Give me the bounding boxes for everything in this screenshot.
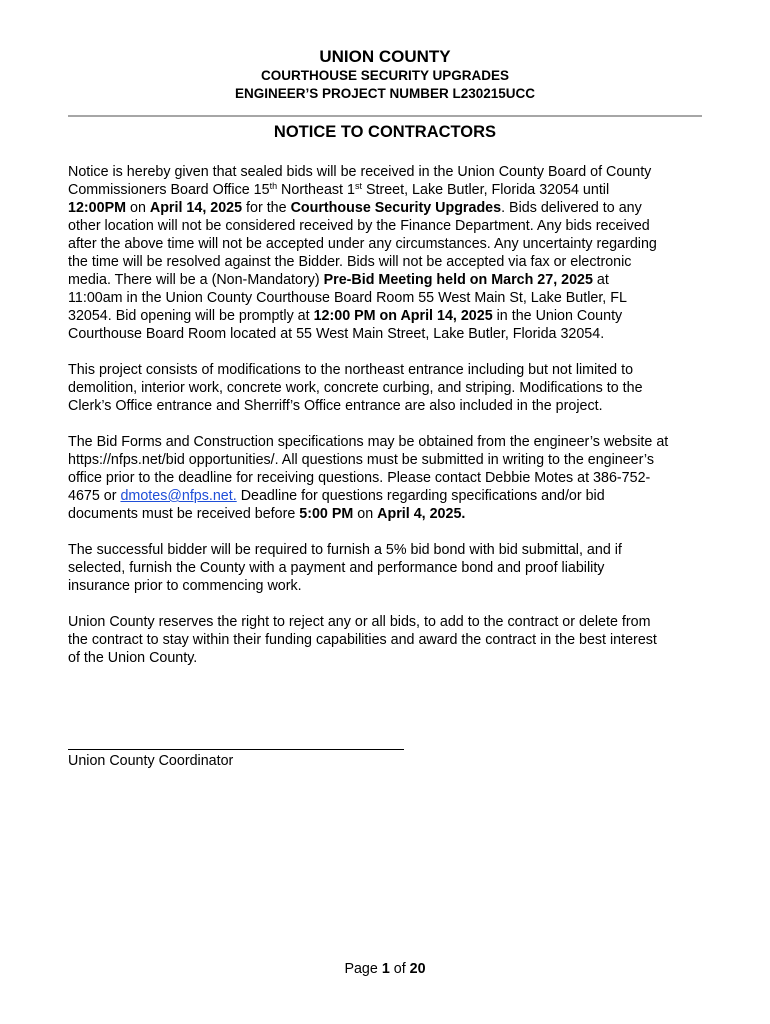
page-footer xyxy=(0,960,770,978)
text-span: of the Union County. xyxy=(68,650,198,666)
text-line xyxy=(68,451,708,469)
text-line xyxy=(68,433,708,451)
paragraph-bid-notice xyxy=(68,163,708,343)
paragraph-project-scope xyxy=(68,361,708,415)
text-line xyxy=(68,613,708,631)
document-header xyxy=(68,47,702,103)
text-span: . Bids delivered to any xyxy=(501,200,642,216)
text-span: https://nfps.net/bid opportunities/. All questions must be submitted in writing to the engineer’s xyxy=(68,452,654,468)
text-line xyxy=(68,541,708,559)
text-span: selected, furnish the County with a payment and performance bond and proof liability xyxy=(68,560,605,576)
of-word: of xyxy=(389,961,410,977)
text-line xyxy=(68,397,708,415)
signature-label: Union County Coordinator xyxy=(68,753,234,769)
text-line xyxy=(68,649,708,667)
text-line xyxy=(68,505,708,523)
question-deadline-date: April 4, 2025. xyxy=(377,506,466,522)
text-line xyxy=(68,559,708,577)
text-span: at xyxy=(592,272,609,288)
text-line xyxy=(68,469,708,487)
text-line xyxy=(68,235,708,253)
bid-deadline-time: 12:00PM xyxy=(68,200,127,216)
page-number: 1 xyxy=(381,961,390,977)
text-span: after the above time will not be accepted under any circumstances. Any uncertainty regarding xyxy=(68,236,657,252)
header-divider xyxy=(68,115,702,117)
text-line xyxy=(68,181,708,199)
text-line xyxy=(68,289,708,307)
text-span: insurance prior to commencing work. xyxy=(68,578,302,594)
page-word: Page xyxy=(344,961,382,977)
paragraph-bid-forms xyxy=(68,433,708,523)
ordinal-suffix: st xyxy=(354,181,362,191)
page-total: 20 xyxy=(409,961,426,977)
project-heading: COURTHOUSE SECURITY UPGRADES xyxy=(260,68,510,83)
text-line xyxy=(68,217,708,235)
text-line xyxy=(68,253,708,271)
question-deadline-time: 5:00 PM xyxy=(299,506,354,522)
text-span: The successful bidder will be required to furnish a 5% bid bond with bid submittal, and if xyxy=(68,542,622,558)
text-line xyxy=(68,577,708,595)
text-span: media. There will be a (Non-Mandatory) xyxy=(68,272,324,288)
text-span: 4675 or xyxy=(68,488,121,504)
paragraph-reservation xyxy=(68,613,708,667)
text-span: Clerk’s Office entrance and Sherriff’s Office entrance are also included in the project. xyxy=(68,398,603,414)
ordinal-suffix: th xyxy=(269,181,278,191)
text-span: Street, Lake Butler, Florida 32054 until xyxy=(361,182,610,198)
signature-line xyxy=(68,749,404,750)
text-line xyxy=(68,325,708,343)
text-line xyxy=(68,487,708,505)
text-line xyxy=(68,631,708,649)
bid-opening-time: 12:00 PM on April 14, 2025 xyxy=(313,308,493,324)
text-span: on xyxy=(126,200,150,216)
text-span: Commissioners Board Office 15 xyxy=(68,182,270,198)
text-line xyxy=(68,307,708,325)
text-line xyxy=(68,361,708,379)
text-span: This project consists of modifications to the northeast entrance including but not limited to xyxy=(68,362,634,378)
text-span: for the xyxy=(242,200,291,216)
project-number-heading: ENGINEER’S PROJECT NUMBER L230215UCC xyxy=(234,86,536,101)
text-span: the contract to stay within their funding capabilities and award the contract in the best interest xyxy=(68,632,657,648)
text-span: 11:00am in the Union County Courthouse Board Room 55 West Main St, Lake Butler, FL xyxy=(68,290,627,306)
text-span: office prior to the deadline for receiving questions. Please contact Debbie Motes at 386-752- xyxy=(68,470,651,486)
paragraph-bid-bond xyxy=(68,541,708,595)
county-heading: UNION COUNTY xyxy=(319,47,451,66)
text-span: other location will not be considered received by the Finance Department. Any bids received xyxy=(68,218,650,234)
project-name: Courthouse Security Upgrades xyxy=(290,200,502,216)
text-span: Northeast 1 xyxy=(277,182,355,198)
text-line xyxy=(68,199,708,217)
text-span: Union County reserves the right to reject any or all bids, to add to the contract or delete from xyxy=(68,614,651,630)
bid-deadline-date: April 14, 2025 xyxy=(149,200,243,216)
text-span: documents must be received before xyxy=(68,506,300,522)
text-span: The Bid Forms and Construction specifications may be obtained from the engineer’s website at xyxy=(68,434,669,450)
notice-body xyxy=(68,163,708,685)
text-line xyxy=(68,271,708,289)
text-span: demolition, interior work, concrete work, concrete curbing, and striping. Modifications to the xyxy=(68,380,643,396)
notice-title: NOTICE TO CONTRACTORS xyxy=(273,123,497,141)
text-span: 32054. Bid opening will be promptly at xyxy=(68,308,314,324)
text-span: the time will be resolved against the Bidder. Bids will not be accepted via fax or electronic xyxy=(68,254,632,270)
text-span: Courthouse Board Room located at 55 West Main Street, Lake Butler, Florida 32054. xyxy=(68,326,605,342)
text-span: on xyxy=(353,506,378,522)
text-span: in the Union County xyxy=(492,308,623,324)
text-line xyxy=(68,379,708,397)
text-line xyxy=(68,163,708,181)
contact-email-link[interactable]: dmotes@nfps.net. xyxy=(120,488,237,504)
pre-bid-meeting: Pre-Bid Meeting held on March 27, 2025 xyxy=(323,272,593,288)
text-span: Notice is hereby given that sealed bids will be received in the Union County Board of County xyxy=(68,164,652,180)
text-span: Deadline for questions regarding specifications and/or bid xyxy=(236,488,605,504)
